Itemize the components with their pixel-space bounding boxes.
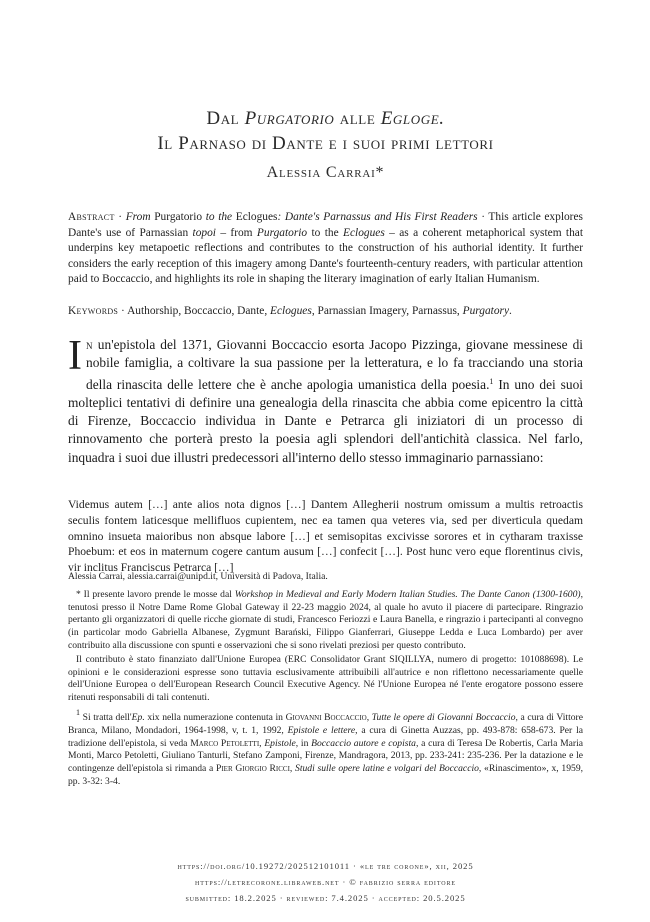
abstract-text: From bbox=[125, 211, 155, 223]
abstract-text: Eclogues bbox=[343, 226, 385, 239]
separator: · bbox=[118, 305, 128, 317]
page-footer bbox=[68, 858, 583, 907]
footnote-text: , bbox=[366, 711, 372, 723]
keywords-text: Authorship, Boccaccio, Dante, bbox=[127, 305, 271, 317]
footnote-text: Si tratta dell' bbox=[80, 711, 132, 723]
abstract-text: Dante's Parnassus and His First Readers bbox=[284, 211, 478, 223]
keywords-label: Keywords bbox=[68, 305, 119, 317]
abstract-text: Eclogues bbox=[235, 211, 278, 223]
body-paragraph bbox=[68, 333, 583, 467]
abstract-text: to the bbox=[307, 226, 344, 239]
keywords-text: Eclogues bbox=[270, 305, 312, 317]
footnote-text: Boccaccio autore e copista bbox=[311, 737, 416, 749]
abstract-text: Purgatorio bbox=[256, 226, 308, 239]
footnote-text: Marco Petoletti bbox=[190, 737, 260, 749]
abstract-text: topoi bbox=[192, 226, 216, 239]
keywords-text: . bbox=[509, 305, 512, 317]
footnote-text: xix nella numerazione contenuta in bbox=[144, 711, 286, 723]
body-text: un'epistola del 1371, Giovanni Boccaccio esorta Jacopo Pizzinga, giovane messinese di nobile famiglia, a coltivare la sua passione per la letteratura, e lo fa tracciando una storia della rinascita delle lettere che è anche apologia umanistica della poesia. bbox=[86, 337, 583, 392]
author-name: Alessia Carrai* bbox=[266, 164, 385, 181]
footnote-1 bbox=[68, 707, 583, 789]
footnote-text: , «Rinascimento», x, 1959, pp. 3-32: 3-4. bbox=[68, 763, 584, 787]
article-page bbox=[68, 0, 583, 922]
abstract-text: to the bbox=[202, 211, 236, 223]
abstract-text: : bbox=[277, 211, 285, 223]
title-italic-egloge: Egloge. bbox=[380, 108, 445, 129]
first-words: n bbox=[86, 337, 93, 352]
footnote-marker-1[interactable]: 1 bbox=[489, 376, 494, 386]
footnote-mark: 1 bbox=[76, 707, 80, 717]
title-italic-purgatorio: Purgatorio bbox=[244, 108, 335, 129]
keywords bbox=[68, 304, 583, 320]
footnote-mark: * bbox=[76, 588, 81, 600]
keywords-text: , Parnassian Imagery, Parnassus, bbox=[311, 305, 463, 317]
abstract-label: Abstract bbox=[68, 211, 115, 223]
latin-quotation: Videmus autem […] ante alios nota dignos […] Dantem Allegherii nostrum omissum a multis retroactis seculis fontem laticesque mellifluos cupientem, nec ea tamen qua veteres via, sed per diverticula quedam omnino insueta maioribus non absque labore […] et semisopitas excivisse sorores et in cytharam traxisse Phoebum: et eos in maternum cogere cantum ausum […] confecit […]. Post hunc vero eque florentinus civis, vir inclitus Franciscus Petrarca […] bbox=[68, 498, 583, 575]
footnote-text: , bbox=[259, 737, 265, 749]
footnote-star bbox=[68, 589, 583, 653]
footnote-text: , a cura di Vittore Branca, Milano, Mondadori, 1964-1998, v, t. 1, 1992, bbox=[68, 711, 584, 736]
footnote-text: Tutte le opere di Giovanni Boccaccio bbox=[371, 711, 516, 723]
footnote-text: , in bbox=[295, 737, 312, 749]
article-title bbox=[68, 106, 583, 156]
title-text: Dal bbox=[206, 108, 245, 129]
abstract-text: – from bbox=[215, 226, 257, 239]
footnote-text: , a cura di Ginetta Auzzas, pp. 493-878: 658-673. Per la tradizione dell'epistola, si veda bbox=[68, 724, 583, 749]
abstract-text: · This article explores Dante's use of Parnassian bbox=[68, 211, 583, 239]
footnote-text: Workshop in Medieval and Early Modern Italian Studies. The Dante Canon (1300-1600) bbox=[234, 588, 581, 600]
footer-dates: submitted: 18.2.2025 · reviewed: 7.4.2025 · accepted: 20.5.2025 bbox=[185, 893, 466, 904]
abstract-text: – as a coherent metaphorical system that underpins key metapoetic reflections and contributes to the construction of his authorial identity. It further considers the early reception of this imagery among Dante's fourteenth-century readers, with particular attention paid to Boccaccio, and highlights its role in shaping the literary imagination of early Italian Humanism. bbox=[68, 226, 584, 286]
title-line-1 bbox=[68, 106, 583, 131]
drop-cap: I bbox=[68, 333, 82, 379]
footnote-funding: Il contributo è stato finanziato dall'Unione Europea (ERC Consolidator Grant SIQILLYA, numero di progetto: 101088698). Le opinioni e le considerazioni espresse sono tuttavia esclusivamente attribuibili all'autrice e non riflettono necessariamente quelle dell'Unione Europea o dell'European Research Council Executive Agency. Né l'Unione Europea né l'ente erogatore possono essere ritenuti responsabili di tali contenuti. bbox=[68, 653, 583, 704]
body-text: In uno dei suoi molteplici tentativi di definire una genealogia della rinascita che abbia come epicentro la città di Firenze, Boccaccio individua in Dante e Petrarca gli iniziatori di un processo di rinnovamento che porterà presto la poesia agli splendori dell'antichità classica. Nel farlo, inquadra i suoi due illustri predecessori all'interno dello stesso immaginario parnassiano: bbox=[68, 376, 583, 465]
footnote-text: , tenutosi presso il Notre Dame Rome Global Gateway il 22-23 maggio 2024, al quale ho avuto il piacere di partecipare. Ringrazio pertanto gli organizzatori di quelle ricche giornate di studi, Francesco Feriozzi e Laura Banella, e ringrazio i partecipanti al convegno (in particolar modo Gabriella Albanese, Zygmunt Barański, Filippo Gianferrari, Giuseppe Ledda e Luca Lombardo) per aver contribuito alla discussione con spunti e osservazioni che si sono rivelati preziosi per questo contributo. bbox=[68, 588, 583, 651]
footnotes bbox=[68, 571, 583, 789]
title-text: alle bbox=[334, 108, 381, 129]
footnote-text: Pier Giorgio Ricci bbox=[216, 763, 290, 775]
footnote-text: Il presente lavoro prende le mosse dal bbox=[80, 588, 235, 600]
footnote-text: Epistole e lettere bbox=[287, 724, 356, 736]
abstract bbox=[68, 210, 583, 288]
footnote-text: , a cura di Teresa De Robertis, Carla Maria Monti, Marco Petoletti, Giuliano Tanturli, Stefano Zamponi, Firenze, Mandragora, 2013, pp. 233-241: 235-236. Per la datazione e le contingenze dell'epistola si rimanda a bbox=[68, 737, 584, 775]
footnote-text: Ep. bbox=[131, 711, 145, 723]
title-line-2: Il Parnaso di Dante e i suoi primi lettori bbox=[157, 133, 494, 154]
keywords-text: Purgatory bbox=[462, 305, 510, 317]
footnote-text: Epistole bbox=[264, 737, 296, 749]
footer-website[interactable]: https://letrecorone.libraweb.net · © fabrizio serra editore bbox=[195, 877, 456, 888]
footnote-text: Studi sulle opere latine e volgari del Boccaccio bbox=[295, 763, 479, 775]
footnote-text: , bbox=[289, 763, 296, 775]
abstract-text: Purgatorio bbox=[154, 211, 203, 223]
footer-doi[interactable]: https://doi.org/10.19272/202512101011 · «le tre corone», xii, 2025 bbox=[177, 861, 474, 871]
author-affiliation: Alessia Carrai, alessia.carrai@unipd.it, Università di Padova, Italia. bbox=[68, 571, 328, 582]
separator: · bbox=[114, 211, 126, 223]
footnote-text: Giovanni Boccaccio bbox=[285, 711, 367, 723]
